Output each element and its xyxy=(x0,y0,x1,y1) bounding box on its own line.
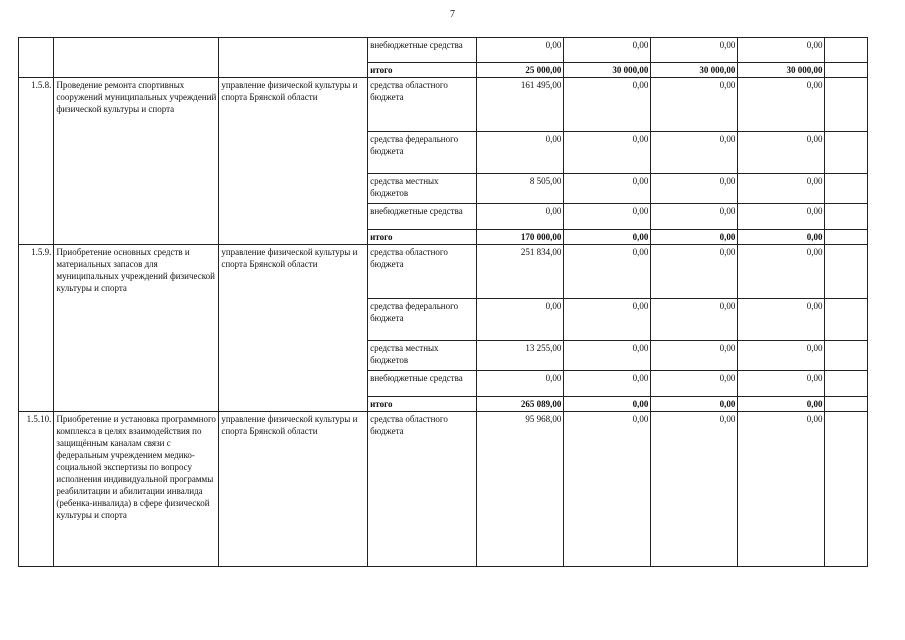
funding-source: средства областного бюджета xyxy=(368,78,477,132)
amount-cell: 0,00 xyxy=(651,78,738,132)
amount-cell: 0,00 xyxy=(477,371,564,397)
funding-source: средства федерального бюджета xyxy=(368,132,477,174)
funding-row xyxy=(19,412,868,567)
amount-cell: 0,00 xyxy=(738,245,825,299)
empty-cell xyxy=(825,78,868,132)
amount-cell: 0,00 xyxy=(651,230,738,245)
amount-cell: 30 000,00 xyxy=(738,63,825,78)
funding-source: средства областного бюджета xyxy=(368,245,477,299)
funding-source: средства областного бюджета xyxy=(368,412,477,567)
empty-cell xyxy=(825,132,868,174)
empty-cell xyxy=(825,204,868,230)
amount-cell: 30 000,00 xyxy=(651,63,738,78)
amount-cell: 0,00 xyxy=(738,174,825,204)
amount-cell: 0,00 xyxy=(477,132,564,174)
amount-cell: 8 505,00 xyxy=(477,174,564,204)
amount-cell: 0,00 xyxy=(564,38,651,63)
amount-cell: 0,00 xyxy=(564,341,651,371)
amount-cell: 0,00 xyxy=(651,245,738,299)
amount-cell: 0,00 xyxy=(564,397,651,412)
amount-cell: 0,00 xyxy=(564,204,651,230)
amount-cell: 0,00 xyxy=(738,341,825,371)
amount-cell: 0,00 xyxy=(651,299,738,341)
amount-cell: 0,00 xyxy=(651,341,738,371)
amount-cell: 25 000,00 xyxy=(477,63,564,78)
amount-cell: 0,00 xyxy=(564,78,651,132)
empty-cell xyxy=(825,245,868,299)
amount-cell: 0,00 xyxy=(651,204,738,230)
amount-cell: 0,00 xyxy=(564,299,651,341)
item-executor: управление физической культуры и спорта Брянской области xyxy=(219,412,368,567)
funding-source: итого xyxy=(368,397,477,412)
item-name: Приобретение основных средств и материальных запасов для муниципальных учреждений физической культуры и спорта xyxy=(54,245,219,412)
empty-cell xyxy=(825,299,868,341)
amount-cell: 0,00 xyxy=(564,412,651,567)
amount-cell: 0,00 xyxy=(651,412,738,567)
item-executor xyxy=(219,38,368,78)
item-name xyxy=(54,38,219,78)
amount-cell: 161 495,00 xyxy=(477,78,564,132)
amount-cell: 0,00 xyxy=(738,204,825,230)
empty-cell xyxy=(825,397,868,412)
amount-cell: 0,00 xyxy=(564,371,651,397)
empty-cell xyxy=(825,63,868,78)
amount-cell: 30 000,00 xyxy=(564,63,651,78)
item-code: 1.5.10. xyxy=(19,412,54,567)
amount-cell: 0,00 xyxy=(564,174,651,204)
funding-source: внебюджетные средства xyxy=(368,371,477,397)
amount-cell: 170 000,00 xyxy=(477,230,564,245)
empty-cell xyxy=(825,230,868,245)
funding-source: средства местных бюджетов xyxy=(368,174,477,204)
item-executor: управление физической культуры и спорта Брянской области xyxy=(219,78,368,245)
amount-cell: 0,00 xyxy=(651,397,738,412)
amount-cell: 0,00 xyxy=(738,412,825,567)
amount-cell: 0,00 xyxy=(651,174,738,204)
funding-source: средства федерального бюджета xyxy=(368,299,477,341)
amount-cell: 0,00 xyxy=(477,38,564,63)
funding-row xyxy=(19,38,868,63)
empty-cell xyxy=(825,412,868,567)
empty-cell xyxy=(825,341,868,371)
funding-source: средства местных бюджетов xyxy=(368,341,477,371)
item-name: Проведение ремонта спортивных сооружений муниципальных учреждений физической культуры и спорта xyxy=(54,78,219,245)
item-code: 1.5.8. xyxy=(19,78,54,245)
empty-cell xyxy=(825,371,868,397)
amount-cell: 0,00 xyxy=(651,132,738,174)
amount-cell: 0,00 xyxy=(738,371,825,397)
empty-cell xyxy=(825,174,868,204)
funding-row xyxy=(19,245,868,299)
empty-cell xyxy=(825,38,868,63)
amount-cell: 0,00 xyxy=(564,132,651,174)
amount-cell: 265 089,00 xyxy=(477,397,564,412)
amount-cell: 0,00 xyxy=(477,299,564,341)
amount-cell: 0,00 xyxy=(738,78,825,132)
amount-cell: 0,00 xyxy=(564,230,651,245)
item-executor: управление физической культуры и спорта Брянской области xyxy=(219,245,368,412)
amount-cell: 0,00 xyxy=(738,38,825,63)
amount-cell: 0,00 xyxy=(564,245,651,299)
amount-cell: 0,00 xyxy=(738,230,825,245)
item-name: Приобретение и установка программного комплекса в целях взаимодействия по защищённым каналам связи с федеральным учреждением медико-социальной экспертизы по вопросу исполнения индивидуальной программы реабилитации и абилитации инвалида (ребенка-инвалида) в сфере физической культуры и спорта xyxy=(54,412,219,567)
funding-source: итого xyxy=(368,230,477,245)
amount-cell: 0,00 xyxy=(477,204,564,230)
amount-cell: 0,00 xyxy=(738,299,825,341)
funding-source: итого xyxy=(368,63,477,78)
amount-cell: 95 968,00 xyxy=(477,412,564,567)
amount-cell: 251 834,00 xyxy=(477,245,564,299)
amount-cell: 13 255,00 xyxy=(477,341,564,371)
page-number: 7 xyxy=(450,9,455,20)
funding-source: внебюджетные средства xyxy=(368,38,477,63)
amount-cell: 0,00 xyxy=(651,371,738,397)
budget-table xyxy=(18,37,868,567)
amount-cell: 0,00 xyxy=(738,397,825,412)
funding-source: внебюджетные средства xyxy=(368,204,477,230)
amount-cell: 0,00 xyxy=(651,38,738,63)
amount-cell: 0,00 xyxy=(738,132,825,174)
funding-row xyxy=(19,78,868,132)
item-code: 1.5.9. xyxy=(19,245,54,412)
item-code xyxy=(19,38,54,78)
